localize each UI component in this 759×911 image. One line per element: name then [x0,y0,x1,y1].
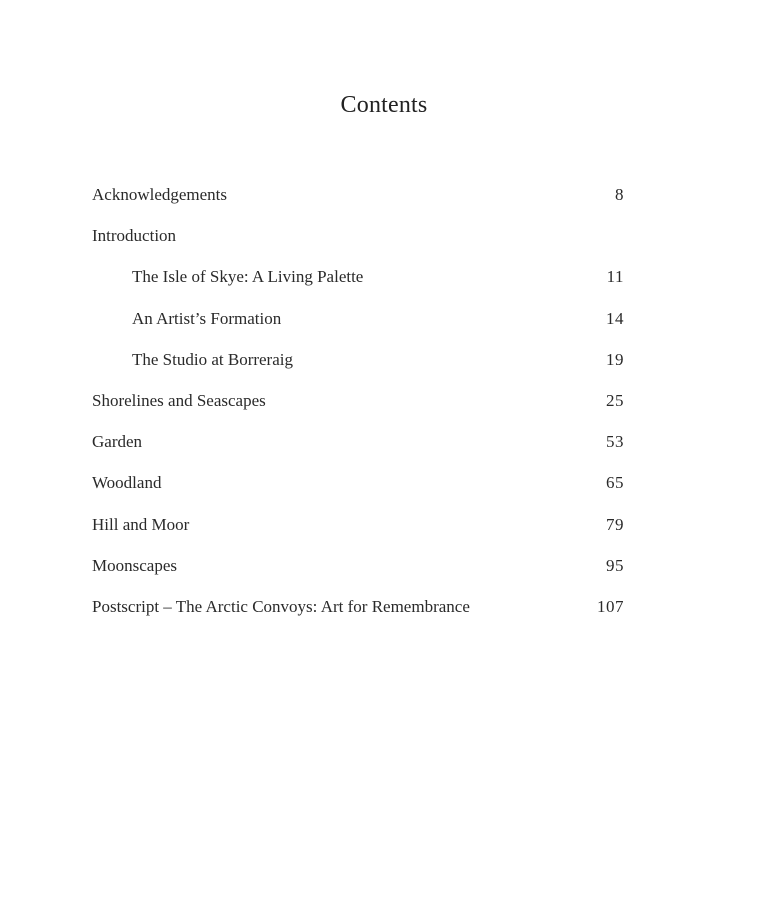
toc-entry-label: Garden [92,432,143,452]
toc-entry-label: An Artist’s Formation [132,308,282,328]
toc-entry-page-number: 53 [606,432,624,452]
toc-entry-isle-of-skye[interactable] [92,264,624,305]
toc-entry-page-number: 11 [606,267,624,287]
toc-entry-label: Introduction [92,226,177,246]
toc-entry-label: Postscript – The Arctic Convoys: Art for Remembrance [92,596,470,616]
toc-entry-page-number: 65 [606,473,624,493]
toc-entry-introduction[interactable] [92,223,624,264]
toc-entry-page-number: 25 [606,390,624,410]
toc-entry-label: Acknowledgements [92,185,228,204]
toc-entry-page-number: 14 [606,308,624,328]
toc-entry-studio-at-borreraig[interactable] [92,347,624,388]
page-title: Contents [340,92,428,118]
toc-entry-acknowledgements[interactable] [92,182,624,223]
toc-entry-page-number: 19 [606,349,624,369]
toc-entry-woodland[interactable] [92,470,624,511]
toc-entry-page-number: 8 [615,185,624,204]
toc-entry-hill-and-moor[interactable] [92,512,624,553]
toc-entry-moonscapes[interactable] [92,553,624,594]
toc-entry-artists-formation[interactable] [92,306,624,347]
toc-entry-shorelines-and-seascapes[interactable] [92,388,624,429]
toc-entry-postscript[interactable] [92,594,624,635]
toc-entry-label: Shorelines and Seascapes [92,390,266,410]
table-of-contents [92,182,624,635]
toc-entry-label: Hill and Moor [92,514,190,534]
toc-entry-page-number: 95 [606,555,624,575]
toc-entry-page-number: 107 [597,596,624,616]
toc-entry-label: Woodland [92,473,162,493]
toc-entry-garden[interactable] [92,429,624,470]
toc-entry-label: Moonscapes [92,555,177,575]
toc-entry-label: The Studio at Borreraig [132,349,293,369]
toc-entry-page-number: 79 [606,514,624,534]
toc-entry-label: The Isle of Skye: A Living Palette [132,267,364,287]
